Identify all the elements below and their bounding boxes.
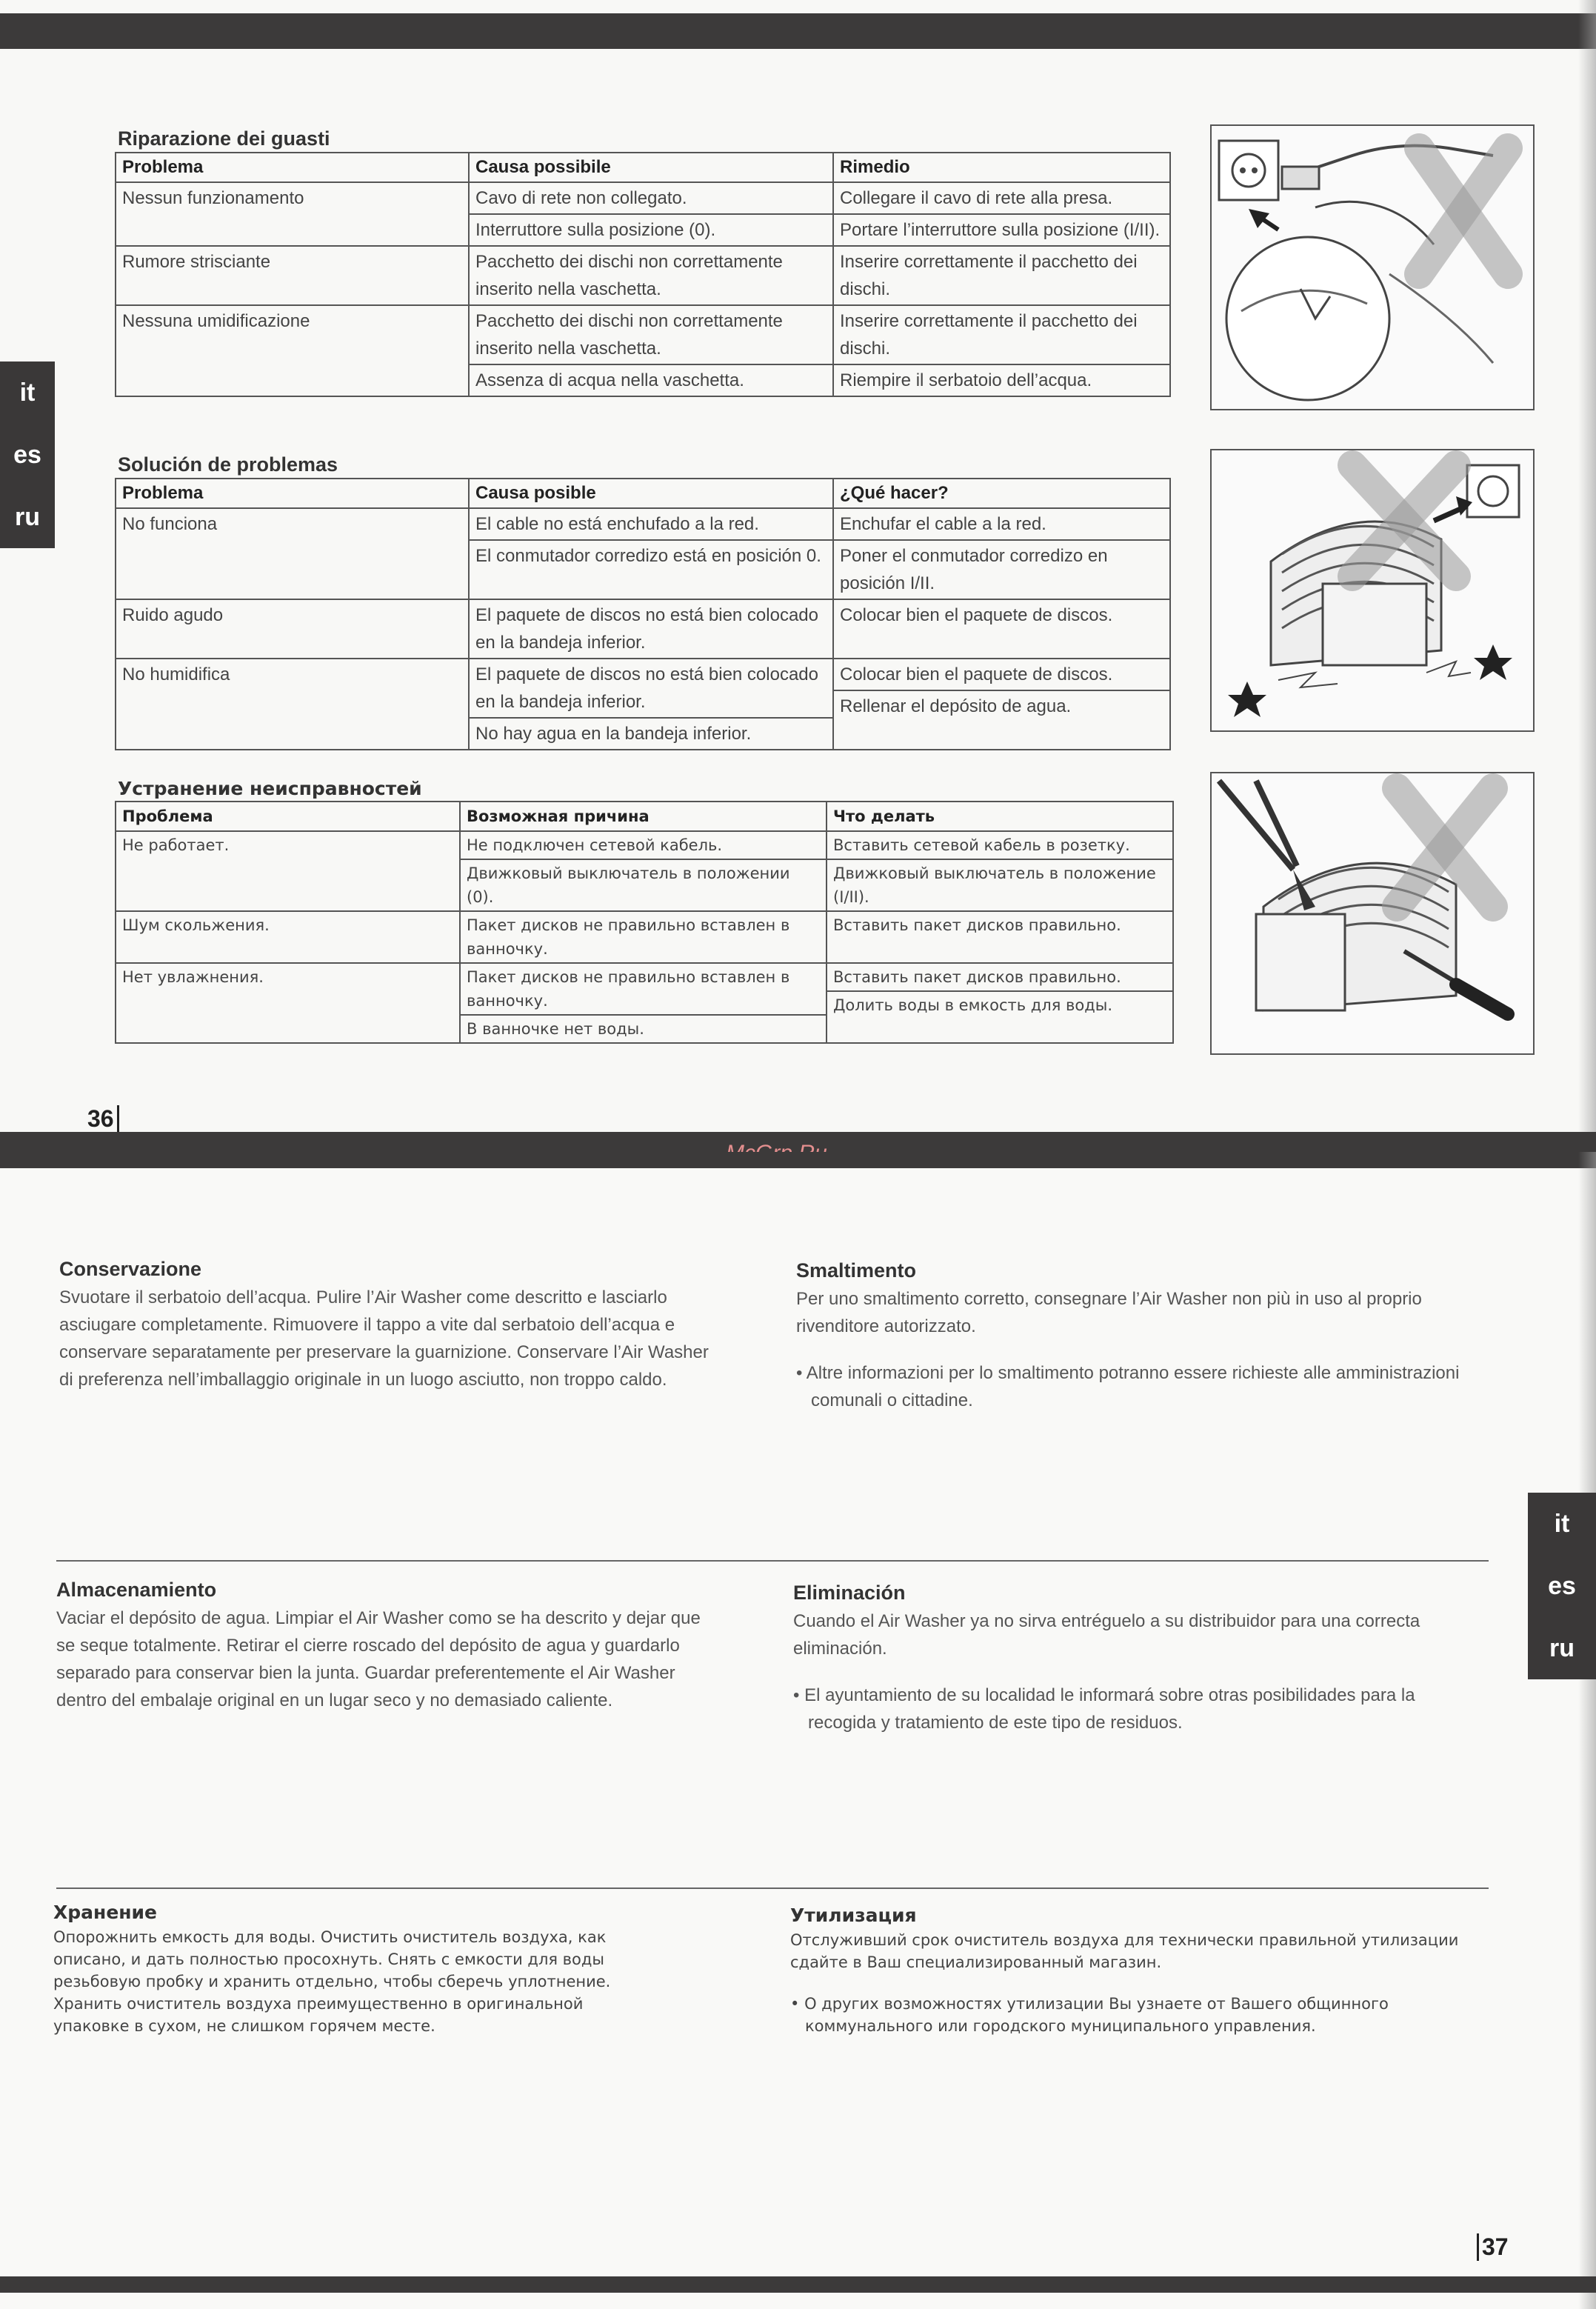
remedy-cell: Colocar bien el paquete de discos.: [840, 605, 1113, 625]
remedy-cell: Enchufar el cable a la red.: [834, 509, 1169, 541]
problem-cell: Шум скольжения.: [122, 916, 270, 934]
problem-cell: Rumore strisciante: [122, 252, 271, 272]
table-row: [116, 911, 1173, 963]
lang-tab-it[interactable]: it: [19, 379, 36, 407]
header-remedy: ¿Qué hacer?: [833, 479, 1170, 508]
language-tabs: [1528, 1493, 1596, 1679]
table-title: Устранение неисправностей: [118, 778, 422, 799]
lang-tab-ru[interactable]: ru: [15, 503, 40, 531]
remedy-cell: Portare l’interruttore sulla posizione (I/II).: [840, 220, 1161, 240]
page-37: [0, 1152, 1596, 2309]
cause-cell: Pacchetto dei dischi non correttamente inserito nella vaschetta.: [470, 306, 832, 365]
section-almacenamiento: [56, 1579, 708, 1714]
section-eliminacion: [793, 1582, 1460, 1736]
cause-cell: El conmutador corredizo está en posición 0.: [475, 546, 821, 566]
section-khranenie: [53, 1902, 646, 2037]
section-text: Vaciar el depósito de agua. Limpiar el Air Washer como se ha descrito y dejar que se seque totalmente. Retirar el cierre roscado del depósito de agua y guardarlo separado para conservar bien la junta. Guardar preferentemente el Air Washer dentro del embalaje original en un lugar seco y no demasiado caliente.: [56, 1608, 701, 1710]
section-conservazione: [59, 1258, 711, 1393]
problem-cell: Nessuna umidificazione: [122, 311, 310, 331]
header-cause: Возможная причина: [460, 802, 827, 831]
table-section-ru: [115, 778, 1174, 1044]
section-text: Per uno smaltimento corretto, consegnare l’Air Washer non più in uso al proprio rivenditore autorizzato.: [796, 1289, 1422, 1336]
note-text: Altre informazioni per lo smaltimento potranno essere richieste alle amministrazioni comunali o cittadine.: [806, 1363, 1460, 1410]
table-title: Riparazione dei guasti: [118, 127, 330, 150]
pliers-screwdriver-icon: [1212, 773, 1533, 1053]
remedy-cell: Colocar bien el paquete de discos.: [834, 659, 1169, 691]
problem-cell: Не работает.: [122, 836, 230, 854]
language-tabs: [0, 361, 55, 548]
problem-cell: Nessun funzionamento: [122, 188, 304, 208]
cause-cell: В ванночке нет воды.: [467, 1020, 644, 1038]
table-row: [116, 508, 1170, 599]
top-bar: [0, 1152, 1596, 1168]
cause-cell: Assenza di acqua nella vaschetta.: [475, 370, 744, 390]
section-title: Утилизация: [790, 1905, 917, 1926]
divider: [56, 1560, 1489, 1562]
illustration-no-tools: [1210, 772, 1535, 1055]
section-text: Cuando el Air Washer ya no sirva entréguelo a su distribuidor para una correcta eliminación.: [793, 1611, 1420, 1659]
remedy-cell: Вставить сетевой кабель в розетку.: [827, 832, 1172, 860]
table-header-row: [116, 802, 1173, 831]
remedy-cell: Inserire correttamente il pacchetto dei dischi.: [834, 306, 1169, 365]
page-number: 37: [1477, 2233, 1509, 2261]
lang-tab-es[interactable]: es: [13, 441, 41, 469]
header-remedy: Что делать: [827, 802, 1173, 831]
header-problem: Проблема: [116, 802, 460, 831]
top-bar: [0, 13, 1596, 49]
troubleshooting-table-it: [115, 152, 1171, 397]
section-note: • О других возможностях утилизации Вы узнаете от Вашего общинного коммунального или городского муниципального управления.: [790, 1995, 1389, 2035]
section-text: Svuotare il serbatoio dell’acqua. Pulire l’Air Washer come descritto e lasciarlo asciugare completamente. Rimuovere il tappo a vite dal serbatoio dell’acqua e conservare separatamente per preservare la guarnizione. Conservare l’Air Washer di preferenza nell’imballaggio originale in un luogo asciutto, non troppo caldo.: [59, 1287, 709, 1390]
table-header-row: [116, 153, 1170, 182]
disc-pack-icon: [1212, 450, 1533, 730]
section-title: Eliminación: [793, 1582, 906, 1604]
cause-cell: Pacchetto dei dischi non correttamente inserito nella vaschetta.: [475, 252, 783, 299]
table-row: [116, 659, 1170, 750]
table-row: [116, 963, 1173, 1043]
section-note: • El ayuntamiento de su localidad le informará sobre otras posibilidades para la recogida y tratamiento de este tipo de residuos.: [793, 1685, 1415, 1733]
cause-cell: Пакет дисков не правильно вставлен в ванночку.: [467, 916, 790, 958]
lang-tab-it[interactable]: it: [1554, 1510, 1570, 1538]
header-problem: Problema: [116, 153, 469, 182]
table-section-es: [115, 453, 1171, 750]
troubleshooting-table-es: [115, 478, 1171, 750]
remedy-cell: Collegare il cavo di rete alla presa.: [834, 183, 1169, 215]
cause-cell: Interruttore sulla posizione (0).: [475, 220, 716, 240]
problem-cell: No funciona: [122, 514, 218, 534]
remedy-cell: Inserire correttamente il pacchetto dei dischi.: [840, 252, 1138, 299]
section-title: Almacenamiento: [56, 1579, 217, 1601]
page-36: [0, 0, 1596, 1152]
table-title: Solución de problemas: [118, 453, 338, 476]
section-utilizatsiya: [790, 1905, 1486, 2037]
note-text: El ayuntamiento de su localidad le informará sobre otras posibilidades para la recogida y tratamiento de este tipo de residuos.: [804, 1685, 1415, 1733]
section-text: Опорожнить емкость для воды. Очистить очиститель воздуха, как описано, и дать полностью просохнуть. Снять с емкости для воды резьбовую пробку и хранить отдельно, чтобы сберечь уплотнение. Хранить очиститель воздуха преимущественно в оригинальной упаковке в сухом, не слишком горячем месте.: [53, 1928, 611, 2035]
remedy-cell: Вставить пакет дисков правильно.: [833, 916, 1121, 934]
lang-tab-ru[interactable]: ru: [1549, 1634, 1575, 1662]
section-title: Хранение: [53, 1902, 158, 1923]
section-title: Conservazione: [59, 1258, 202, 1280]
remedy-cell: Riempire il serbatoio dell’acqua.: [840, 370, 1092, 390]
bottom-bar: [0, 2276, 1596, 2293]
power-plug-icon: [1212, 126, 1533, 409]
header-problem: Problema: [116, 479, 469, 508]
remedy-cell: Poner el conmutador corredizo en posición I/II.: [840, 546, 1108, 593]
header-remedy: Rimedio: [833, 153, 1170, 182]
cause-cell: El cable no está enchufado a la red.: [470, 509, 832, 541]
header-cause: Causa posible: [469, 479, 833, 508]
section-text: Отслуживший срок очиститель воздуха для технически правильной утилизации сдайте в Ваш специализированный магазин.: [790, 1931, 1459, 1971]
header-cause: Causa possibile: [469, 153, 833, 182]
lang-tab-es[interactable]: es: [1548, 1572, 1576, 1600]
table-row: [116, 246, 1170, 305]
problem-cell: Нет увлажнения.: [122, 968, 264, 986]
note-text: О других возможностях утилизации Вы узнаете от Вашего общинного коммунального или городского муниципального управления.: [804, 1995, 1389, 2035]
remedy-cell: Долить воды в емкость для воды.: [833, 996, 1113, 1014]
table-row: [116, 182, 1170, 246]
problem-cell: No humidifica: [122, 664, 230, 684]
section-title: Smaltimento: [796, 1259, 917, 1282]
problem-cell: Ruido agudo: [122, 605, 224, 625]
divider: [56, 1887, 1489, 1889]
remedy-cell: Движковый выключатель в положение (I/II).: [833, 864, 1156, 906]
remedy-cell: Вставить пакет дисков правильно.: [827, 964, 1172, 992]
cause-cell: No hay agua en la bandeja inferior.: [475, 724, 752, 744]
table-section-it: [115, 127, 1171, 397]
cause-cell: Пакет дисков не правильно вставлен в ванночку.: [461, 964, 826, 1016]
remedy-cell: Rellenar el depósito de agua.: [840, 696, 1072, 716]
cause-cell: El paquete de discos no está bien colocado en la bandeja inferior.: [475, 605, 818, 653]
section-note: • Altre informazioni per lo smaltimento potranno essere richieste alle amministrazioni comunali o cittadine.: [796, 1363, 1460, 1410]
cause-cell: Движковый выключатель в положении (0).: [467, 864, 790, 906]
illustration-disc-pack-noise: [1210, 449, 1535, 732]
table-row: [116, 305, 1170, 396]
page-number: 36: [87, 1105, 119, 1133]
troubleshooting-table-ru: [115, 801, 1174, 1044]
cause-cell: Не подключен сетевой кабель.: [461, 832, 826, 860]
table-row: [116, 599, 1170, 659]
page-edge-shadow: [1578, 0, 1596, 1152]
table-header-row: [116, 479, 1170, 508]
page-edge-shadow: [1578, 1152, 1596, 2309]
cause-cell: El paquete de discos no está bien colocado en la bandeja inferior.: [470, 659, 832, 719]
table-row: [116, 831, 1173, 911]
illustration-power-plug: [1210, 124, 1535, 410]
cause-cell: Cavo di rete non collegato.: [470, 183, 832, 215]
section-smaltimento: [796, 1259, 1463, 1414]
